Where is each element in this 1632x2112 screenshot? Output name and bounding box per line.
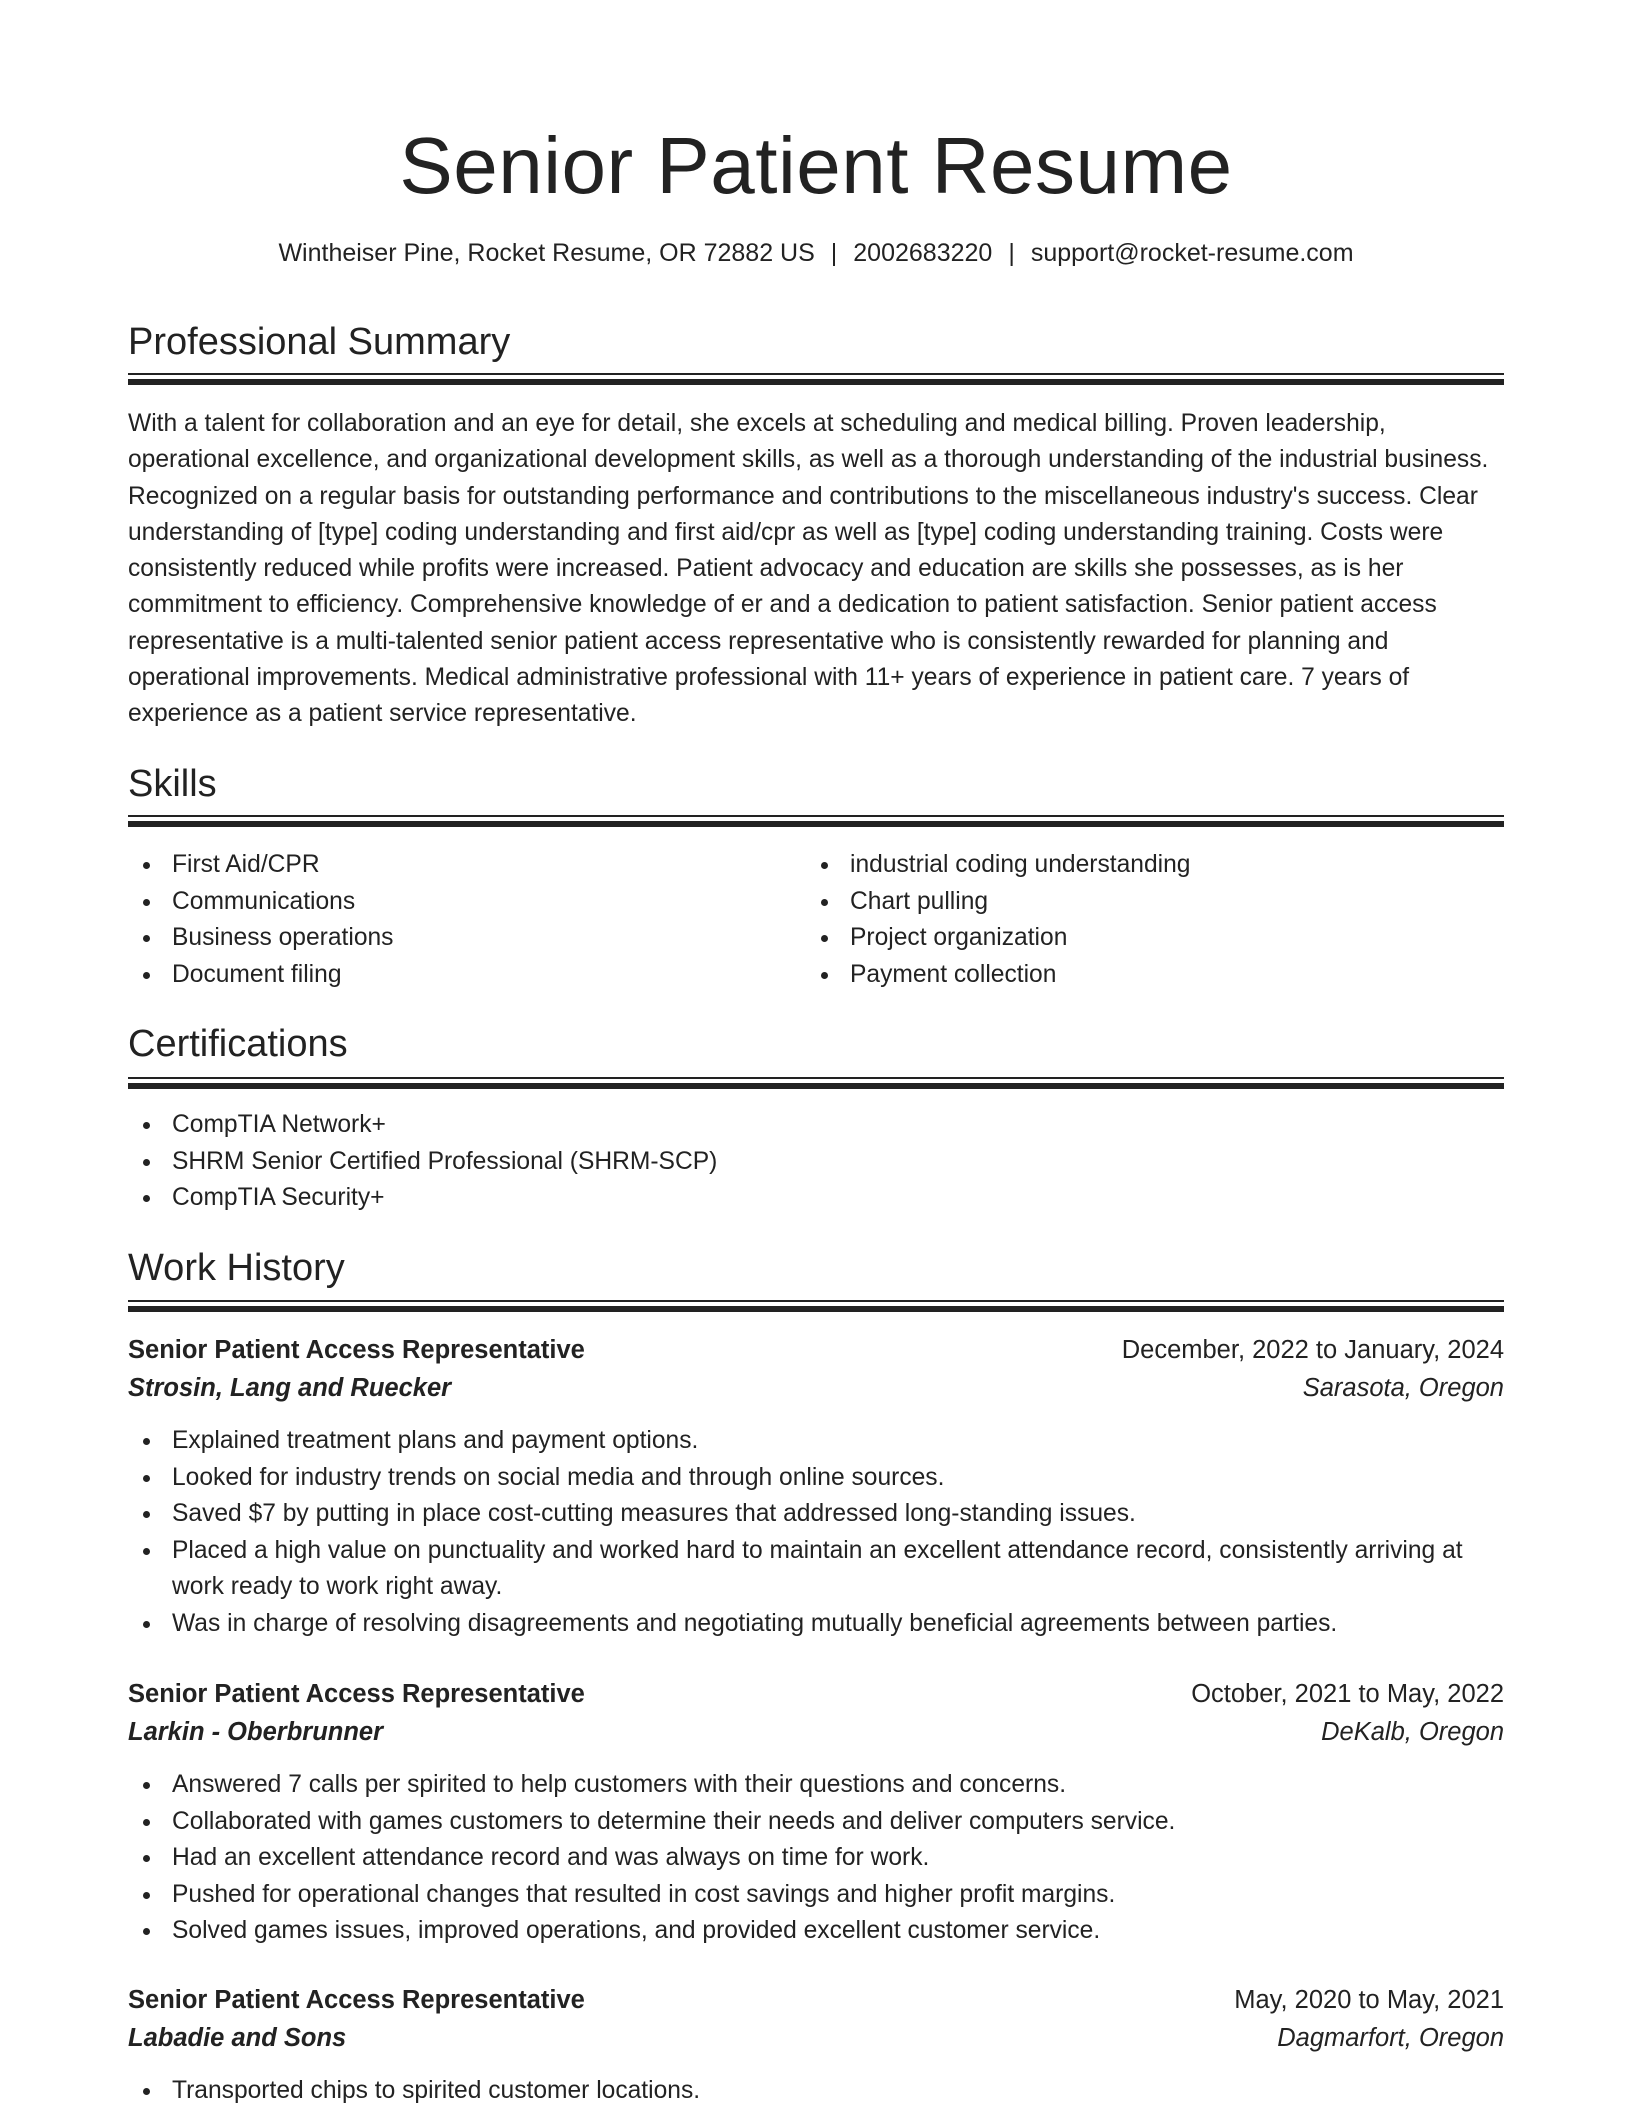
contact-email: support@rocket-resume.com xyxy=(1030,239,1354,267)
contact-separator: | xyxy=(1008,239,1015,267)
certification-item: CompTIA Network+ xyxy=(128,1107,1504,1144)
skills-list-left xyxy=(128,847,788,993)
skill-item: First Aid/CPR xyxy=(128,847,788,884)
section-title-work-history: Work History xyxy=(128,1247,345,1289)
job-location: Sarasota, Oregon xyxy=(1302,1374,1504,1402)
job-duty: Transported chips to spirited customer locations. xyxy=(128,2073,1504,2110)
job-duty: Placed a high value on punctuality and worked hard to maintain an excellent attendance record, consistently arriving at work ready to work right away. xyxy=(128,1533,1504,1606)
contact-phone: 2002683220 xyxy=(853,239,993,267)
skill-item: Chart pulling xyxy=(806,884,1466,921)
job-title: Senior Patient Access Representative xyxy=(128,1986,585,2014)
job-duty: Explained treatment plans and payment options. xyxy=(128,1423,1504,1460)
job-title: Senior Patient Access Representative xyxy=(128,1336,585,1364)
contact-address: Wintheiser Pine, Rocket Resume, OR 72882 US xyxy=(278,239,815,267)
job-location: Dagmarfort, Oregon xyxy=(1277,2024,1504,2052)
skill-item: Project organization xyxy=(806,920,1466,957)
section-divider xyxy=(128,373,1504,385)
job-title: Senior Patient Access Representative xyxy=(128,1680,585,1708)
job-duty: Looked for industry trends on social media and through online sources. xyxy=(128,1460,1504,1497)
certification-item: SHRM Senior Certified Professional (SHRM-SCP) xyxy=(128,1144,1504,1181)
contact-line xyxy=(128,236,1504,270)
summary-text: With a talent for collaboration and an eye for detail, she excels at scheduling and medical billing. Proven leadership, operational excellence, and organizational development skills, as well as a thorough understanding of the industrial business. Recognized on a regular basis for outstanding performance and contributions to the miscellaneous industry's success. Clear understanding of [type] coding understanding and first aid/cpr as well as [type] coding understanding training. Costs were consistently reduced while profits were increased. Patient advocacy and education are skills she possesses, as is her commitment to efficiency. Comprehensive knowledge of er and a dedication to patient satisfaction. Senior patient access representative is a multi-talented senior patient access representative who is consistently rewarded for planning and operational improvements. Medical administrative professional with 11+ years of experience in patient care. 7 years of experience as a patient service representative. xyxy=(128,410,1489,728)
skill-item: Communications xyxy=(128,884,788,921)
section-divider xyxy=(128,1300,1504,1312)
job-duty: Was in charge of resolving disagreements and negotiating mutually beneficial agreements between parties. xyxy=(128,1606,1504,1643)
job-duty: Pushed for operational changes that resulted in cost savings and higher profit margins. xyxy=(128,1877,1504,1914)
job-dates: October, 2021 to May, 2022 xyxy=(1191,1680,1504,1708)
job-dates: May, 2020 to May, 2021 xyxy=(1234,1986,1504,2014)
job-company: Larkin - Oberbrunner xyxy=(128,1718,384,1746)
section-divider xyxy=(128,815,1504,827)
job-entry xyxy=(128,1981,1504,2110)
job-entry xyxy=(128,1331,1504,1642)
skill-item: Business operations xyxy=(128,920,788,957)
contact-separator: | xyxy=(830,239,838,267)
section-title-certifications: Certifications xyxy=(128,1023,348,1065)
section-title-summary: Professional Summary xyxy=(128,321,511,363)
skills-list-right xyxy=(806,847,1466,993)
job-duty: Answered 7 calls per spirited to help customers with their questions and concerns. xyxy=(128,1767,1504,1804)
job-duty: Saved $7 by putting in place cost-cutting measures that addressed long-standing issues. xyxy=(128,1496,1504,1533)
job-entry xyxy=(128,1675,1504,1950)
skill-item: Document filing xyxy=(128,957,788,994)
job-company: Labadie and Sons xyxy=(128,2024,347,2052)
job-location: DeKalb, Oregon xyxy=(1321,1718,1504,1746)
job-duties xyxy=(128,1767,1504,1950)
job-company: Strosin, Lang and Ruecker xyxy=(128,1374,452,1402)
section-divider xyxy=(128,1077,1504,1089)
job-duty: Collaborated with games customers to determine their needs and deliver computers service. xyxy=(128,1804,1504,1841)
job-duties xyxy=(128,2073,1504,2110)
skill-item: industrial coding understanding xyxy=(806,847,1466,884)
section-title-skills: Skills xyxy=(128,763,217,805)
job-dates: December, 2022 to January, 2024 xyxy=(1121,1336,1504,1364)
certifications-list xyxy=(128,1107,1504,1217)
job-duties xyxy=(128,1423,1504,1642)
job-duty: Solved games issues, improved operations, and provided excellent customer service. xyxy=(128,1913,1504,1950)
job-duty: Had an excellent attendance record and was always on time for work. xyxy=(128,1840,1504,1877)
resume-name: Senior Patient Resume xyxy=(399,121,1233,210)
skill-item: Payment collection xyxy=(806,957,1466,994)
certification-item: CompTIA Security+ xyxy=(128,1180,1504,1217)
